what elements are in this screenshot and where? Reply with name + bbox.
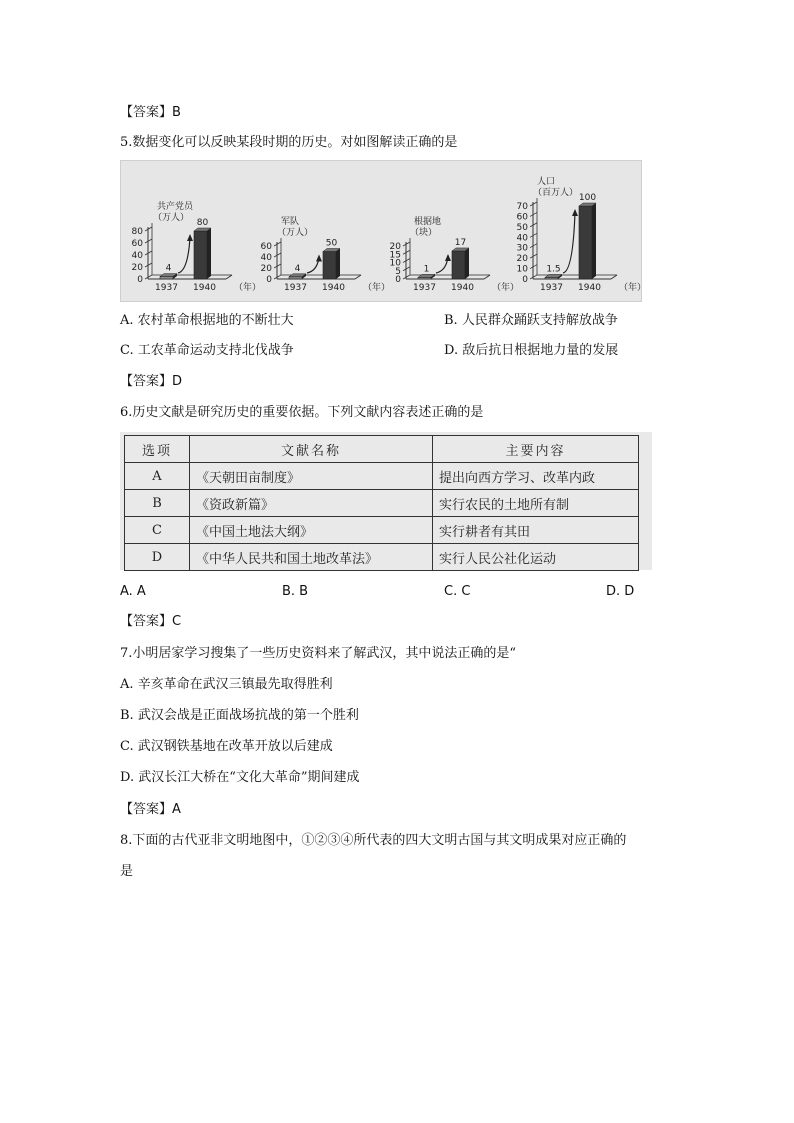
x-unit-label: （年）	[619, 283, 647, 293]
question-6-stem: 6.历史文献是研究历史的重要依据。下列文献内容表述正确的是	[120, 405, 484, 420]
arrow-head	[316, 255, 322, 262]
y-tick-label: 40	[260, 253, 272, 263]
y-tick-label: 0	[266, 275, 272, 285]
table-cell: C	[125, 517, 190, 544]
y-tick-label: 10	[389, 258, 401, 269]
x-unit-label: （年）	[234, 283, 262, 293]
chart-unit: （块）	[410, 228, 438, 238]
chart-title: 人口	[537, 177, 556, 187]
arrow-head	[445, 254, 451, 261]
table-header-row	[125, 436, 639, 463]
floor-edge	[611, 275, 617, 279]
bar-side	[336, 249, 340, 280]
y-tick-label: 20	[516, 254, 528, 265]
floor-edge	[226, 275, 232, 279]
y-tick-label: 60	[260, 242, 272, 252]
y-tick-label: 15	[389, 250, 401, 261]
table-cell: 实行耕者有其田	[433, 517, 639, 544]
table-cell: B	[125, 490, 190, 517]
floor-edge	[355, 275, 361, 279]
y-tick-label: 70	[516, 202, 528, 212]
literature-table	[124, 435, 639, 571]
bar-side	[207, 228, 211, 279]
y-tick-label: 50	[516, 222, 528, 233]
x-tick-label: 1940	[322, 283, 345, 293]
answer-q5: 【答案】D	[120, 374, 183, 389]
chart-title: 根据地	[414, 217, 442, 227]
answer-q4: 【答案】B	[120, 105, 181, 120]
question-5-stem: 5.数据变化可以反映某段时期的历史。对如图解读正确的是	[120, 135, 458, 150]
chart-title: 共产党员	[157, 202, 194, 212]
table-cell: 提出向西方学习、改革内政	[433, 463, 639, 490]
bar	[289, 277, 302, 279]
answer-q7: 【答案】A	[120, 802, 181, 817]
question-8-stem: 8.下面的古代亚非文明地图中，①②③④所代表的四大文明古国与其文明成果对应正确的	[120, 833, 627, 848]
bar	[452, 251, 465, 279]
y-tick-label: 60	[516, 212, 528, 223]
q6-option-b: B. B	[282, 584, 309, 599]
q5-option-a: A. 农村革命根据地的不断壮大	[120, 313, 294, 328]
data-label: 1	[423, 264, 430, 275]
table-header: 主要内容	[433, 436, 639, 463]
y-tick-label: 0	[522, 275, 528, 285]
arrow-head	[187, 234, 193, 241]
q6-option-d: D. D	[606, 584, 635, 599]
table-row	[125, 517, 639, 544]
y-tick-label: 20	[131, 263, 143, 273]
table-header: 选项	[125, 436, 190, 463]
table-row	[125, 490, 639, 517]
bar-side	[465, 248, 469, 279]
data-label: 17	[454, 237, 467, 248]
chart-unit: （百万人）	[533, 188, 579, 198]
table-cell: 《天朝田亩制度》	[190, 463, 433, 490]
question-7-stem: 7.小明居家学习搜集了一些历史资料来了解武汉，其中说法正确的是“	[120, 646, 517, 661]
q7-option-c: C. 武汉钢铁基地在改革开放以后建成	[120, 739, 333, 754]
y-tick-label: 0	[395, 275, 401, 285]
q6-option-a: A. A	[120, 584, 146, 599]
data-label: 80	[196, 218, 209, 228]
table-cell: 实行农民的土地所有制	[433, 490, 639, 517]
bar-side	[592, 203, 596, 279]
y-tick-label: 5	[395, 266, 401, 277]
y-tick-label: 40	[131, 251, 143, 261]
literature-table-figure	[120, 432, 652, 570]
table-cell: 《中华人民共和国土地改革法》	[190, 544, 433, 571]
q6-option-c: C. C	[444, 584, 471, 599]
y-tick-label: 20	[389, 242, 401, 252]
q5-option-b: B. 人民群众踊跃支持解放战争	[444, 313, 618, 328]
bar	[160, 277, 173, 279]
answer-q6: 【答案】C	[120, 614, 182, 629]
x-tick-label: 1937	[413, 283, 436, 293]
bar	[194, 231, 207, 279]
y-tick-label: 80	[131, 227, 143, 237]
growth-arrow	[563, 212, 575, 273]
table-header: 文献名称	[190, 436, 433, 463]
q5-option-c: C. 工农革命运动支持北伐战争	[120, 343, 294, 358]
data-label: 50	[325, 238, 338, 249]
question-8-stem-cont: 是	[120, 864, 134, 879]
q7-option-d: D. 武汉长江大桥在“文化大革命”期间建成	[120, 770, 360, 785]
bar	[579, 206, 592, 279]
growth-arrow	[178, 237, 190, 273]
x-tick-label: 1937	[540, 283, 563, 293]
table-cell: 《资政新篇》	[190, 490, 433, 517]
y-tick-label: 40	[516, 233, 528, 244]
data-label: 100	[578, 193, 597, 203]
x-tick-label: 1940	[578, 283, 601, 293]
x-unit-label: （年）	[492, 283, 520, 293]
q7-option-a: A. 辛亥革命在武汉三镇最先取得胜利	[120, 677, 333, 692]
chart-unit: （万人）	[277, 228, 314, 238]
bar-chart-figure	[120, 160, 647, 302]
y-tick-label: 30	[516, 243, 528, 254]
data-label: 1.5	[546, 264, 561, 275]
chart-unit: （万人）	[153, 213, 190, 223]
data-label: 4	[165, 263, 172, 274]
bar	[323, 252, 336, 280]
table-row	[125, 544, 639, 571]
bar-charts	[121, 161, 647, 303]
arrow-head	[572, 209, 578, 216]
table-cell: 《中国土地法大纲》	[190, 517, 433, 544]
x-tick-label: 1937	[284, 283, 307, 293]
x-unit-label: （年）	[363, 283, 391, 293]
y-tick-label: 20	[260, 264, 272, 274]
table-cell: 实行人民公社化运动	[433, 544, 639, 571]
q7-option-b: B. 武汉会战是正面战场抗战的第一个胜利	[120, 708, 359, 723]
data-label: 4	[294, 263, 301, 274]
table-cell: D	[125, 544, 190, 571]
y-tick-label: 0	[137, 275, 143, 285]
table-row	[125, 463, 639, 490]
x-tick-label: 1937	[155, 283, 178, 293]
q5-option-d: D. 敌后抗日根据地力量的发展	[444, 343, 619, 358]
x-tick-label: 1940	[451, 283, 474, 293]
chart-title: 军队	[281, 217, 300, 227]
floor-edge	[484, 275, 490, 279]
y-tick-label: 10	[516, 264, 528, 275]
x-tick-label: 1940	[193, 283, 216, 293]
y-tick-label: 60	[131, 239, 143, 249]
table-cell: A	[125, 463, 190, 490]
